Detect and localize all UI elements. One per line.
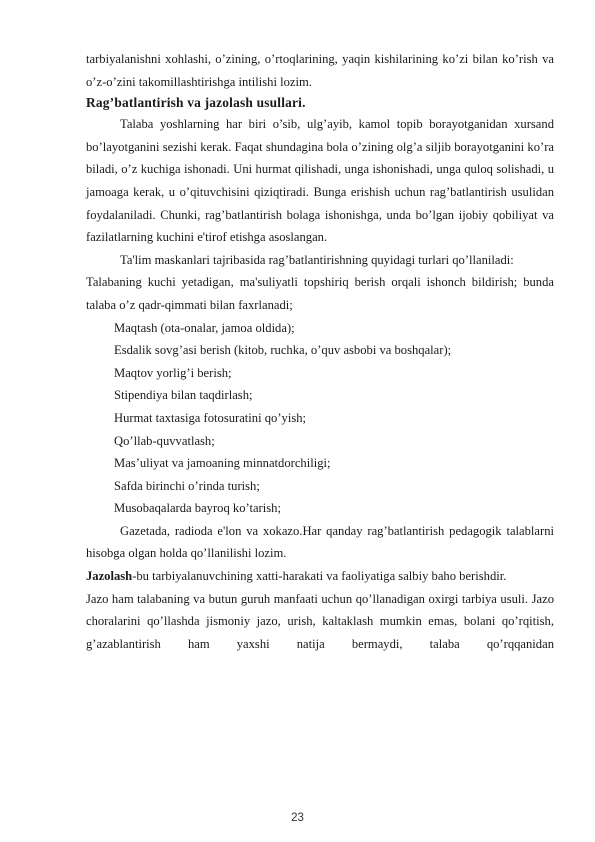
page-number: 23 [291, 812, 304, 824]
intro-paragraph: tarbiyalanishni xohlashi, o’zining, o’rtoqlarining, yaqin kishilarining ko’zi bilan ko’rish va o’z-o’zini takomillashtirishga intilishi lozim. [86, 52, 554, 89]
list-item: Esdalik sovg’asi berish (kitob, ruchka, o’quv asbobi va boshqalar); [114, 343, 452, 358]
page-body [86, 48, 554, 655]
encouragement-list [86, 317, 554, 520]
punishment-definition-text: -bu tarbiyalanuvchining xatti-harakati va faoliyatiga salbiy baho berishdir. [132, 569, 507, 584]
list-item: Maqtov yorlig’i berish; [114, 365, 232, 380]
paragraph-trust-assignment: Talabaning kuchi yetadigan, ma'suliyatli topshiriq berish orqali ishonch bildirish; bunda talaba o’z qadr-qimmati bilan faxrlanadi; [86, 275, 554, 312]
list-item: Hurmat taxtasiga fotosuratini qo’yish; [114, 410, 307, 425]
paragraph-punishment-definition [86, 565, 554, 588]
list-item: Musobaqalarda bayroq ko’tarish; [114, 501, 281, 516]
list-item: Safda birinchi o’rinda turish; [114, 478, 260, 493]
list-item: Stipendiya bilan taqdirlash; [114, 388, 253, 403]
list-item: Maqtash (ota-onalar, jamoa oldida); [114, 320, 295, 335]
paragraph-pedagogical-requirements: Gazetada, radioda e'lon va xokazo.Har qanday rag’batlantirish pedagogik talablarni hisobga olgan holda qo’llanilishi lozim. [86, 523, 554, 561]
paragraph-encouragement-types-intro: Ta'lim maskanlari tajribasida rag’batlantirishning quyidagi turlari qo’llaniladi: [120, 252, 514, 267]
paragraph-encouragement-purpose: Talaba yoshlarning har biri o’sib, ulg’ayib, kamol topib borayotganidan xursand bo’layotganini sezishi kerak. Faqat shundagina bola o’zining olg’a siljib borayotganini ko’ra biladi, o’z kuchiga ishonadi. Uni hurmat qilishadi, unga ishonishadi, unga quloq solishadi, u jamoaga kerak, u o’qituvchisini qiziqtiradi. Bunga erishish uchun rag’batlantirish usulidan foydalaniladi. Chunki, rag’batlantirish bolaga ishonishga, unda bo’lgan ijobiy qobiliyat va fazilatlarning kuchini e'tirof etishga asoslangan. [86, 117, 554, 245]
list-item: Mas’uliyat va jamoaning minnatdorchiligi; [114, 456, 331, 471]
section-heading: Rag’batlantirish va jazolash usullari. [86, 95, 306, 111]
punishment-term: Jazolash [86, 569, 133, 584]
list-item: Qo’llab-quvvatlash; [114, 433, 215, 448]
paragraph-punishment-usage: Jazo ham talabaning va butun guruh manfaati uchun qo’llanadigan oxirgi tarbiya usuli. Jazo choralarini qo’llashda jismoniy jazo, urish, kaltaklash mumkin emas, bolani qo’rqitish, g’azablantirish ham yaxshi natija bermaydi, talaba qo’rqqanidan [86, 591, 554, 651]
